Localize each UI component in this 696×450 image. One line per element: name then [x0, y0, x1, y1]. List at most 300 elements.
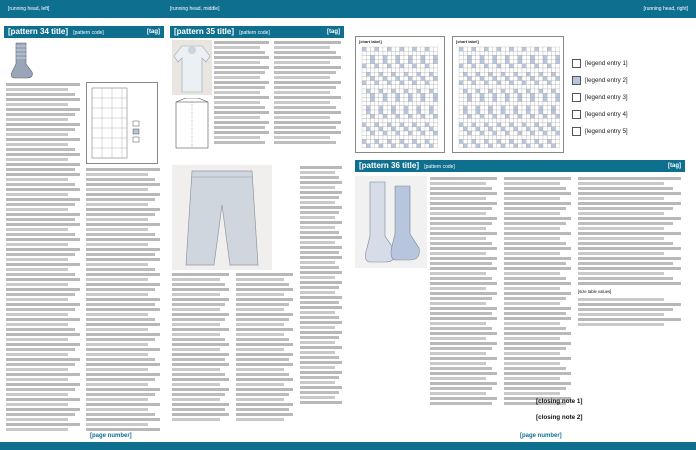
chart-cell: [556, 89, 560, 93]
chart-cell: [484, 68, 488, 72]
chart-cell: [375, 93, 379, 97]
chart-cell: [400, 114, 404, 118]
chart-cell: [400, 85, 404, 89]
chart-cell: [547, 144, 551, 148]
chart-cell: [476, 131, 480, 135]
chart-cell: [425, 102, 429, 106]
chart-cell: [379, 123, 383, 127]
chart-cell: [509, 76, 513, 80]
chart-cell: [429, 68, 433, 72]
chart-cell: [362, 55, 366, 59]
chart-cell: [421, 93, 425, 97]
chart-cell: [501, 55, 505, 59]
chart-cell: [425, 68, 429, 72]
chart-cell: [480, 51, 484, 55]
chart-cell: [497, 72, 501, 76]
chart-cell: [530, 131, 534, 135]
chart-cell: [505, 102, 509, 106]
chart-cell: [476, 102, 480, 106]
chart-cell: [493, 110, 497, 114]
chart-cell: [383, 93, 387, 97]
chart-cell: [421, 51, 425, 55]
chart-cell: [472, 60, 476, 64]
chart-cell: [421, 110, 425, 114]
chart-cell: [467, 68, 471, 72]
legend-swatch-4: [572, 110, 581, 119]
chart-cell: [387, 106, 391, 110]
chart-cell: [509, 144, 513, 148]
chart-cell: [459, 89, 463, 93]
chart-cell: [551, 139, 555, 143]
chart-cell: [366, 102, 370, 106]
chart-cell: [547, 47, 551, 51]
chart-cell: [543, 51, 547, 55]
chart-cell: [383, 64, 387, 68]
chart-cell: [493, 76, 497, 80]
chart-cell: [509, 102, 513, 106]
chart-cell: [412, 85, 416, 89]
chart-cell: [429, 76, 433, 80]
chart-cell: [509, 135, 513, 139]
chart-cell: [383, 118, 387, 122]
chart-cell: [370, 64, 374, 68]
chart-cell: [383, 81, 387, 85]
chart-cell: [535, 89, 539, 93]
chart-cell: [543, 97, 547, 101]
chart-cell: [370, 55, 374, 59]
chart-cell: [539, 93, 543, 97]
chart-cell: [497, 135, 501, 139]
chart-cell: [366, 123, 370, 127]
chart-cell: [370, 51, 374, 55]
chart-cell: [362, 64, 366, 68]
chart-cell: [391, 81, 395, 85]
chart-cell: [408, 64, 412, 68]
chart-cell: [522, 85, 526, 89]
section-35-text-col-5: [300, 165, 344, 432]
chart-cell: [526, 139, 530, 143]
chart-cell: [400, 110, 404, 114]
chart-cell: [539, 76, 543, 80]
chart-cell: [522, 118, 526, 122]
chart-cell: [501, 85, 505, 89]
chart-cell: [551, 81, 555, 85]
chart-cell: [391, 64, 395, 68]
legend-row-4: [572, 106, 687, 123]
chart-cell: [421, 81, 425, 85]
chart-cell: [556, 93, 560, 97]
chart-cell: [493, 55, 497, 59]
chart-cell: [497, 144, 501, 148]
section-35-title: [pattern 35 title]: [174, 27, 235, 36]
chart-cell: [412, 131, 416, 135]
chart-cell: [387, 60, 391, 64]
chart-cell: [484, 60, 488, 64]
chart-cell: [379, 72, 383, 76]
chart-cell: [387, 131, 391, 135]
chart-cell: [497, 102, 501, 106]
chart-cell: [493, 89, 497, 93]
chart-cell: [505, 55, 509, 59]
chart-cell: [530, 89, 534, 93]
chart-cell: [391, 97, 395, 101]
chart-cell: [480, 64, 484, 68]
chart-cell: [366, 127, 370, 131]
chart-cell: [404, 55, 408, 59]
chart-cell: [400, 68, 404, 72]
chart-cell: [472, 144, 476, 148]
chart-cell: [539, 131, 543, 135]
chart-cell: [396, 131, 400, 135]
chart-cell: [404, 110, 408, 114]
chart-cell: [505, 93, 509, 97]
chart-cell: [387, 89, 391, 93]
chart-cell: [509, 68, 513, 72]
chart-cell: [421, 64, 425, 68]
section-36-text-col-3: [578, 176, 686, 416]
chart-cell: [379, 102, 383, 106]
chart-cell: [408, 144, 412, 148]
chart-cell: [383, 106, 387, 110]
chart-cell: [387, 139, 391, 143]
chart-cell: [484, 51, 488, 55]
chart-cell: [362, 123, 366, 127]
chart-cell: [535, 144, 539, 148]
chart-cell: [375, 123, 379, 127]
chart-cell: [467, 123, 471, 127]
chart-cell: [530, 60, 534, 64]
chart-cell: [417, 85, 421, 89]
chart-cell: [543, 47, 547, 51]
section-34-text-col-1: [6, 82, 84, 432]
chart-cell: [404, 127, 408, 131]
chart-cell: [526, 51, 530, 55]
chart-cell: [551, 127, 555, 131]
chart-cell: [417, 93, 421, 97]
chart-cell: [480, 47, 484, 51]
chart-cell: [484, 76, 488, 80]
chart-cell: [484, 110, 488, 114]
chart-cell: [408, 81, 412, 85]
chart-cell: [509, 93, 513, 97]
section-34-header: [4, 26, 164, 38]
chart-cell: [370, 76, 374, 80]
chart-cell: [488, 60, 492, 64]
chart-cell: [370, 110, 374, 114]
chart-cell: [556, 81, 560, 85]
chart-cell: [518, 127, 522, 131]
chart-cell: [535, 118, 539, 122]
chart-cell: [387, 118, 391, 122]
chart-cell: [379, 135, 383, 139]
chart-cell: [476, 76, 480, 80]
chart-cell: [501, 114, 505, 118]
chart-cell: [480, 110, 484, 114]
chart-cell: [518, 131, 522, 135]
chart-cell: [501, 102, 505, 106]
chart-cell: [404, 131, 408, 135]
chart-cell: [514, 118, 518, 122]
chart-cell: [501, 123, 505, 127]
chart-cell: [391, 123, 395, 127]
chart-cell: [421, 55, 425, 59]
chart-cell: [551, 131, 555, 135]
chart-cell: [375, 110, 379, 114]
chart-cell: [543, 106, 547, 110]
chart-cell: [505, 68, 509, 72]
chart-cell: [535, 114, 539, 118]
legend-label-4: [legend entry 4]: [585, 111, 628, 118]
chart-cell: [375, 139, 379, 143]
chart-cell: [467, 106, 471, 110]
chart-cell: [556, 139, 560, 143]
chart-cell: [467, 81, 471, 85]
chart-cell: [429, 123, 433, 127]
chart-cell: [518, 102, 522, 106]
chart-cell: [387, 110, 391, 114]
chart-cell: [400, 97, 404, 101]
chart-cell: [421, 85, 425, 89]
chart-cell: [488, 55, 492, 59]
chart-cell: [370, 106, 374, 110]
chart-cell: [362, 51, 366, 55]
legend-swatch-1: [572, 59, 581, 68]
chart-cell: [514, 106, 518, 110]
chart-cell: [505, 131, 509, 135]
chart-cell: [539, 55, 543, 59]
chart-cell: [501, 81, 505, 85]
chart-cell: [556, 144, 560, 148]
chart-cell: [391, 93, 395, 97]
chart-cell: [514, 81, 518, 85]
chart-cell: [493, 114, 497, 118]
chart-cell: [400, 89, 404, 93]
chart-cell: [463, 118, 467, 122]
chart-cell: [522, 139, 526, 143]
chart-cell: [383, 102, 387, 106]
chart-cell: [472, 139, 476, 143]
chart-cell: [522, 76, 526, 80]
chart-cell: [526, 47, 530, 51]
chart-cell: [535, 127, 539, 131]
chart-cell: [509, 131, 513, 135]
chart-cell: [493, 139, 497, 143]
section-36-title: [pattern 36 title]: [359, 161, 420, 170]
chart-cell: [425, 55, 429, 59]
chart-cell: [476, 106, 480, 110]
chart-cell: [497, 110, 501, 114]
chart-cell: [463, 106, 467, 110]
chart-cell: [480, 72, 484, 76]
chart-cell: [556, 51, 560, 55]
chart-cell: [400, 51, 404, 55]
chart-cell: [408, 102, 412, 106]
legend-row-1: [572, 55, 687, 72]
chart-cell: [412, 102, 416, 106]
chart-cell: [391, 89, 395, 93]
chart-cell: [509, 81, 513, 85]
chart-cell: [551, 72, 555, 76]
chart-cell: [433, 118, 437, 122]
chart-cell: [459, 110, 463, 114]
chart-cell: [480, 118, 484, 122]
chart-cell: [396, 81, 400, 85]
chart-cell: [497, 85, 501, 89]
chart-cell: [412, 118, 416, 122]
chart-cell: [421, 47, 425, 51]
chart-cell: [514, 47, 518, 51]
chart-cell: [425, 81, 429, 85]
chart-cell: [480, 68, 484, 72]
bottom-note-2: [closing note 2]: [536, 414, 583, 421]
chart-cell: [547, 68, 551, 72]
chart-cell: [379, 114, 383, 118]
chart-cell: [556, 55, 560, 59]
chart-cell: [412, 123, 416, 127]
chart-cell: [362, 127, 366, 131]
chart-cell: [551, 135, 555, 139]
chart-cell: [522, 51, 526, 55]
chart-cell: [509, 55, 513, 59]
chart-cell: [480, 127, 484, 131]
chart-cell: [530, 72, 534, 76]
chart-cell: [509, 60, 513, 64]
chart-cell: [383, 144, 387, 148]
chart-cell: [362, 47, 366, 51]
chart-cell: [472, 127, 476, 131]
chart-cell: [387, 72, 391, 76]
chart-cell: [370, 102, 374, 106]
chart-cell: [509, 47, 513, 51]
chart-cell: [404, 64, 408, 68]
chart-cell: [476, 81, 480, 85]
chart-cell: [551, 123, 555, 127]
chart-cell: [379, 89, 383, 93]
chart-cell: [547, 102, 551, 106]
chart-cell: [476, 51, 480, 55]
chart-cell: [412, 127, 416, 131]
chart-cell: [526, 114, 530, 118]
chart-cell: [366, 93, 370, 97]
chart-cell: [433, 85, 437, 89]
chart-cell: [480, 81, 484, 85]
chart-cell: [522, 93, 526, 97]
chart-cell: [433, 127, 437, 131]
chart-cell: [387, 76, 391, 80]
chart-cell: [484, 72, 488, 76]
chart-cell: [526, 72, 530, 76]
chart-cell: [472, 135, 476, 139]
chart-cell: [417, 114, 421, 118]
chart-cell: [387, 51, 391, 55]
chart-cell: [391, 76, 395, 80]
chart-cell: [433, 102, 437, 106]
chart-cell: [522, 72, 526, 76]
chart-cell: [535, 139, 539, 143]
chart-cell: [433, 123, 437, 127]
chart-cell: [370, 60, 374, 64]
chart-cell: [497, 114, 501, 118]
chart-cell: [375, 47, 379, 51]
chart-cell: [463, 47, 467, 51]
chart-cell: [526, 81, 530, 85]
chart-cell: [526, 85, 530, 89]
chart-cell: [366, 68, 370, 72]
chart-cell: [501, 93, 505, 97]
chart-cell: [383, 72, 387, 76]
chart-cell: [425, 85, 429, 89]
chart-cell: [493, 85, 497, 89]
chart-cell: [408, 72, 412, 76]
chart-cell: [362, 102, 366, 106]
chart-cell: [505, 110, 509, 114]
chart-cell: [501, 51, 505, 55]
chart-cell: [459, 64, 463, 68]
chart-cell: [547, 64, 551, 68]
chart-cell: [509, 97, 513, 101]
chart-cell: [480, 114, 484, 118]
chart-cell: [472, 106, 476, 110]
chart-cell: [467, 93, 471, 97]
chart-cell: [379, 139, 383, 143]
chart-cell: [514, 55, 518, 59]
chart-cell: [366, 47, 370, 51]
chart-cell: [366, 131, 370, 135]
chart-cell: [518, 81, 522, 85]
chart-cell: [400, 55, 404, 59]
chart-cell: [543, 81, 547, 85]
chart-cell: [472, 68, 476, 72]
chart-cell: [362, 110, 366, 114]
chart-cell: [476, 114, 480, 118]
chart-cell: [463, 114, 467, 118]
chart-cell: [421, 127, 425, 131]
chart-cell: [429, 106, 433, 110]
chart-cell: [472, 55, 476, 59]
chart-cell: [391, 85, 395, 89]
chart-cell: [366, 55, 370, 59]
chart-cell: [556, 47, 560, 51]
chart-cell: [484, 123, 488, 127]
chart-cell: [379, 51, 383, 55]
chart-cell: [417, 118, 421, 122]
chart-cell: [459, 144, 463, 148]
chart-cell: [459, 106, 463, 110]
section-36-tag: [tag]: [668, 163, 681, 169]
chart-cell: [501, 64, 505, 68]
chart-cell: [379, 47, 383, 51]
chart-cell: [396, 93, 400, 97]
chart-cell: [433, 106, 437, 110]
chart-cell: [463, 76, 467, 80]
chart-cell: [505, 144, 509, 148]
chart-cell: [493, 131, 497, 135]
chart-cell: [484, 97, 488, 101]
chart-cell: [463, 68, 467, 72]
chart-cell: [543, 110, 547, 114]
chart-cell: [375, 64, 379, 68]
chart-cell: [488, 89, 492, 93]
chart-cell: [514, 97, 518, 101]
chart-cell: [530, 135, 534, 139]
chart-cell: [543, 127, 547, 131]
chart-cell: [366, 106, 370, 110]
chart-cell: [488, 64, 492, 68]
chart-cell: [370, 47, 374, 51]
chart-cell: [509, 123, 513, 127]
chart-cell: [526, 123, 530, 127]
chart-cell: [421, 106, 425, 110]
